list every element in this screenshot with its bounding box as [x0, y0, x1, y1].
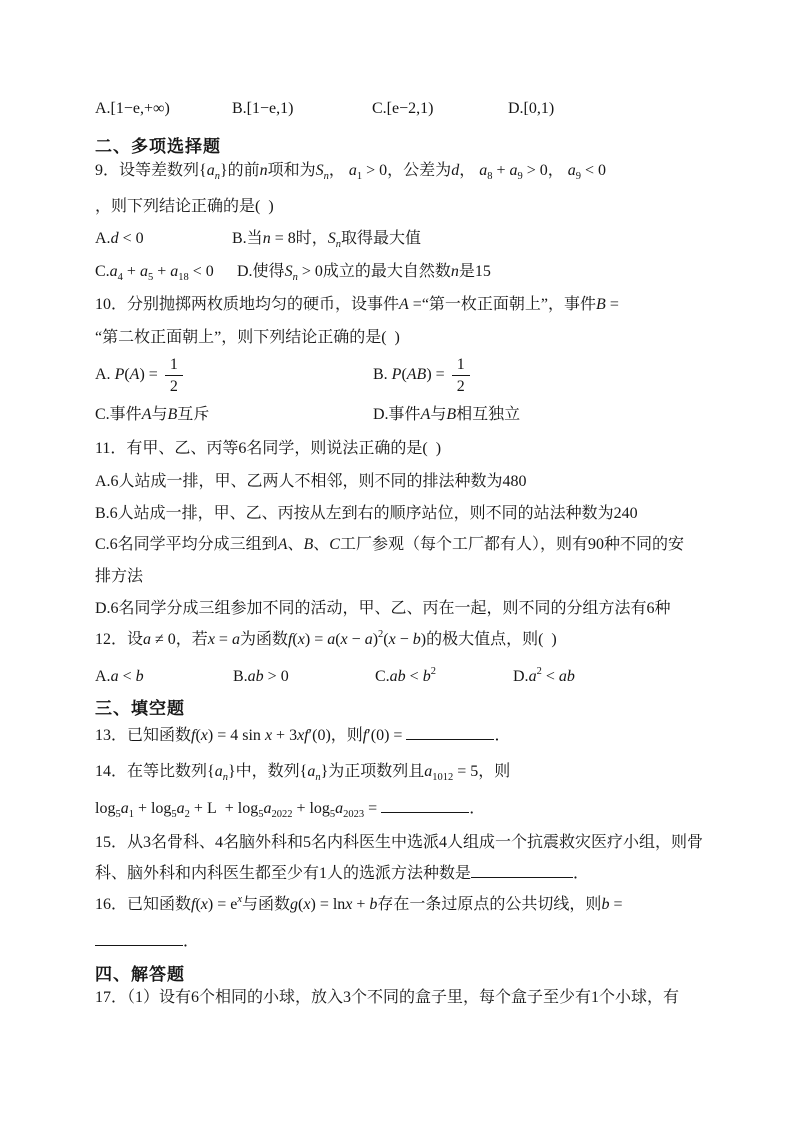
- top-option-b: B.[1−e,1): [232, 100, 294, 117]
- q14-stem-line2: $\log_5a_1 + \log_5a_2 + L + \log_5a_{2022} + \log_5a_{2023}$ = ．: [95, 797, 485, 820]
- section-heading-answer: 四、解答题: [95, 965, 185, 984]
- q11-option-d: D.6名同学分成三组参加不同的活动，甲、乙、丙在一起，则不同的分组方法有6种: [95, 600, 671, 617]
- q9-options-row-2: [95, 261, 755, 283]
- section-heading-multiple-choice: 二、多项选择题: [95, 137, 221, 156]
- q10-option-c: C.事件A与B互斥: [95, 406, 210, 423]
- q12-option-a: A.a < b: [95, 668, 144, 685]
- q11-option-c-line1: C.6名同学平均分成三组到A、B、C工厂参观（每个工厂都有人），则有90种不同的安: [95, 536, 684, 553]
- q10-option-b: B. P(AB) = $\frac{1}{2}$: [373, 352, 473, 398]
- q12-option-d: $D.a^2$ < ab: [513, 666, 575, 685]
- q12-options-row: [95, 666, 755, 688]
- q11-stem: 11．有甲、乙、丙等6名同学，则说法正确的是( ): [95, 440, 442, 457]
- q9-option-d: D.使得$S_n > 0$成立的最大自然数n是15: [237, 263, 491, 283]
- q10-option-a: A. P(A) = $\frac{1}{2}$: [95, 352, 186, 398]
- q11-option-c-line2: 排方法: [95, 568, 144, 585]
- q9-stem-line1: 9．设等差数列$\{a_n\}$的前n项和为$S_n$， $a_1 > 0$，公差为d， $a_8 + a_9 > 0$， $a_9 < 0$: [95, 162, 607, 182]
- q9-option-b: B.当n = 8时，$S_n$取得最大值: [232, 230, 421, 250]
- q9-options-row-1: [95, 228, 755, 250]
- q16-stem-line1: 16．已知函数$f(x) = e^x$与函数g(x) = lnx + b存在一条过原点的公共切线，则b =: [95, 894, 623, 913]
- top-option-a: A.[1−e,+∞): [95, 100, 170, 117]
- q13-stem: 13．已知函数f(x) = 4 sin x + 3xf′(0)，则f′(0) = ．: [95, 724, 510, 747]
- q11-option-a: A.6人站成一排，甲、乙两人不相邻，则不同的排法种数为480: [95, 473, 527, 490]
- q9-stem-line2: ，则下列结论正确的是( ): [95, 198, 274, 215]
- q14-stem-line1: 14．在等比数列$\{a_n\}$中，数列$\{a_n\}$为正项数列且$a_{1012} = 5$，则: [95, 763, 511, 783]
- q12-stem: 12．设a ≠ 0，若x = a为函数$f(x) = a(x - a)^2(x - b)$的极大值点，则( ): [95, 629, 557, 648]
- q15-stem-line2: 科、脑外科和内科医生都至少有1人的选派方法种数是 ．: [95, 862, 589, 885]
- top-options-row: [95, 98, 755, 120]
- q16-stem-line2: ．: [95, 930, 199, 953]
- q10-options-row-2: [95, 404, 755, 426]
- q12-option-b: B.ab > 0: [233, 668, 289, 685]
- section-heading-fill-blank: 三、填空题: [95, 699, 185, 718]
- q10-options-row-1: [95, 352, 755, 398]
- q10-stem-line1: 10．分别抛掷两枚质地均匀的硬币，设事件A =“第一枚正面朝上”，事件B =: [95, 296, 619, 313]
- q11-option-b: B.6人站成一排，甲、乙、丙按从左到右的顺序站位，则不同的站法种数为240: [95, 505, 638, 522]
- top-option-d: D.[0,1): [508, 100, 555, 117]
- q9-option-a: A.d < 0: [95, 230, 144, 247]
- top-option-c: C.[e−2,1): [372, 100, 434, 117]
- q15-stem-line1: 15．从3名骨科、4名脑外科和5名内科医生中选派4人组成一个抗震救灾医疗小组，则骨: [95, 834, 704, 851]
- q10-option-d: D.事件A与B相互独立: [373, 406, 521, 423]
- q9-option-c: $C.a_4 + a_5 + a_{18} < 0$: [95, 263, 214, 283]
- q10-stem-line2: “第二枚正面朝上”，则下列结论正确的是( ): [95, 329, 400, 346]
- q17-stem-line1: 17．（1）设有6个相同的小球，放入3个不同的盒子里，每个盒子至少有1个小球，有: [95, 989, 680, 1006]
- q12-option-c: $C.ab < b^2$: [375, 666, 436, 685]
